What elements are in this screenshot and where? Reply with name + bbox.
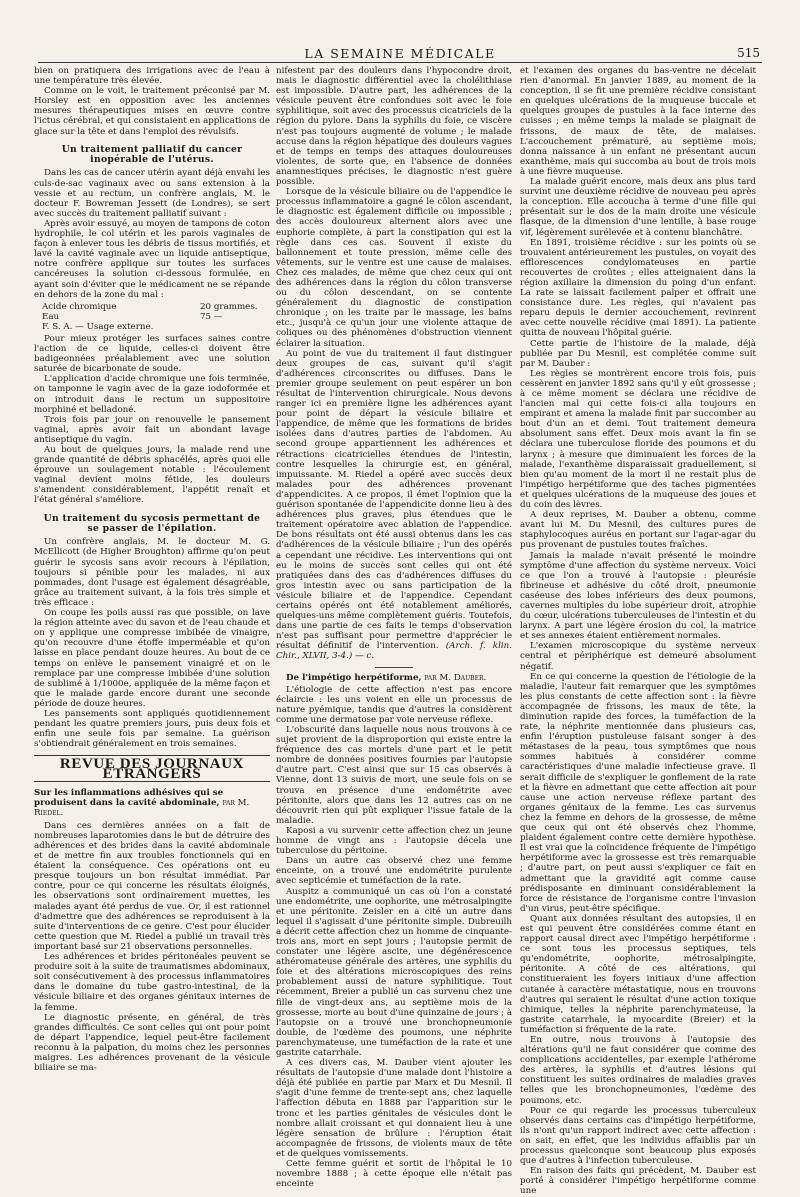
separator xyxy=(375,667,413,668)
paragraph: Auspitz a communiqué un cas où l'on a constaté une endométrite, une oophorite, une métrosalpingite et une péritonite. Zeisler en a cité un autre dans lequel il s'agissait d'une péritonite simple. Dubreuilh a décrit cette affection chez un homme de cinquante-trois ans, mort en sept jours ; l'autopsie permit de constater une légère ascite, une dégénérescence athéromateuse générale des artères, une syphilis du foie et des altérations microscopiques des reins probablement aussi de nature syphilitique. Tout récemment, Breier a publié un cas survenu chez une fille de vingt-deux ans, au septième mois de la grossesse, morte au bout d'une quinzaine de jours ; à l'autopsie on a trouvé une bronchopneumonie double, de l'œdème des poumons, une néphrite parenchymateuse, une tuméfaction de la rate et une gastrite catarrhale. xyxy=(276,886,512,1058)
paragraph: Quant aux données résultant des autopsies, il en est qui peuvent être considérées comme étant en rapport causal direct avec l'impétigo herpétiforme : ce sont tous les processus septiques, tels qu'endométrite, oophorite, métrosalpingite, péritonite. A côté de ces altérations, qui constitueraient les foyers initiaux d'une affection cutanée à caractère métastatique, nous en trouvons d'autres qui seraient le résultat d'une action toxique chimique, telles la néphrite parenchymateuse, la gastrite catarrhale, la myocardite (Breier) et la tuméfaction si fréquente de la rate. xyxy=(520,913,756,1035)
prescription-amount: 75 — xyxy=(200,311,223,322)
paragraph: A deux reprises, M. Dauber a obtenu, comme avant lui M. Du Mesnil, des cultures pures de staphylocoques auréus en portant sur l'agar-agar du pus provenant de pustules toutes fraîches. xyxy=(520,510,756,551)
paragraph: et l'examen des organes du bas-ventre ne décelait rien d'anormal. En janvier 1889, au moment de la conception, il se fit une première récidive consistant en quelques ulcérations de la muqueuse buccale et quelques groupes de pustules à la face interne des cuisses ; en même temps la malade se plaignait de frissons, de maux de tête, de malaises. L'accouchement prématuré, au septième mois, donna naissance à un enfant ne présentant aucun exanthème, mais qui succomba au bout de trois mois à une fièvre muqueuse. xyxy=(520,66,756,177)
column-middle xyxy=(276,66,512,1190)
paragraph: La malade guérit encore, mais deux ans plus tard survint une deuxième récidive de nouveau peu après la conception. Elle accoucha à terme d'une fille qui présentait sur le dos de la main droite une vésicule flasque, de la dimension d'une lentille, à base rouge vif, légèrement surélevée et à contenu blanchâtre. xyxy=(520,177,756,238)
paragraph: A ces divers cas, M. Dauber vient ajouter les résultats de l'autopsie d'une malade dont l'histoire a déjà été publiée en partie par Marx et Du Mesnil. Il s'agit d'une femme de trente-sept ans, chez laquelle l'affection débuta en 1888 par l'apparition sur le tronc et les parties génitales de vésicules dont le nombre allait croissant et qui donnaient lieu à une légère sensation de brûlure : l'éruption était accompagnée de frissons, de violents maux de tête et de quelques vomissements. xyxy=(276,1058,512,1159)
paragraph: Cette femme guérit et sortit de l'hôpital le 10 novembre 1888 ; à cette époque elle n'était pas enceinte xyxy=(276,1159,512,1190)
paragraph: Pour ce qui regarde les processus tuberculeux observés dans certains cas d'impétigo herpétiforme, ils n'ont qu'un rapport indirect avec cette affection : on sait, en effet, que les individus affaiblis par un processus quelconque sont beaucoup plus exposés que d'autres à l'infection tuberculeuse. xyxy=(520,1105,756,1167)
paragraph: bien on pratiquera des irrigations avec de l'eau à une température très élevée. xyxy=(34,66,270,87)
article-author: par M. Dauber. xyxy=(424,672,487,683)
article-title: Sur les inflammations adhésives qui se produisent dans la cavité abdominale, par M. Riedel. xyxy=(34,787,250,818)
article-author: par M. Riedel. xyxy=(34,797,250,818)
section-title-sycosis: Un traitement du sycosis permettant de se passer de l'épilation. xyxy=(43,512,261,534)
paragraph: Cette partie de l'histoire de la malade, déjà publiée par Du Mesnil, est complétée comme suit par M. Dauber : xyxy=(520,338,756,369)
paragraph: On coupe les poils aussi ras que possible, on lave la région atteinte avec du savon et de l'eau chaude et on y applique une compresse imbibée de vinaigre, qu'on recouvre d'une étoffe imperméable et qu'on laisse en place pendant douze heures. Au bout de ce temps on enlève le pansement vinaigré et on le remplace par une compresse imbibée d'une solution de sublimé à 1/1000e, appliquée de la même façon et que le malade garde encore durant une seconde période de douze heures. xyxy=(34,608,270,709)
paragraph: Les règles se montrèrent encore trois fois, puis cessèrent en janvier 1892 sans qu'il y eût grossesse ; à ce même moment se déclara une récidive de l'ancien mal qui cette fois-ci alla toujours en empirant et amena la malade finit par succomber au bout d'un an et demi. Tout traitement demeura absolument sans effet. Deux mois avant la fin se déclara une tuberculose floride des poumons et du larynx ; à mesure que diminuaient les forces de la malade, l'exanthème disparaissait graduellement, si bien qu'au moment de la mort il ne restait plus de l'impétigo herpétiforme que des taches pigmentées et quelques ulcérations de la muqueuse des joues et du coin des lèvres. xyxy=(520,368,756,511)
column-left xyxy=(34,66,270,1108)
prescription-ingredient: Acide chromique xyxy=(42,301,117,312)
prescription xyxy=(42,302,270,332)
page-number: 515 xyxy=(737,46,760,60)
paragraph: En 1891, troisième récidive : sur les points où se trouvaient antérieurement les pustules, on voyait des efflorescences condylomateuses en partie recouvertes de croûtes ; elles atteignaient dans la région axillaire la dimension du poing d'un enfant. La rate se laissait facilement palper et offrait une consistance dure. Les règles, qui n'avaient pas reparu depuis le dernier accouchement, revinrent avec cette nouvelle récidive (mai 1891). La patiente quitta de nouveau l'hôpital guérie. xyxy=(520,237,756,339)
prescription-line xyxy=(42,302,270,312)
section-heading-foreign-journals: REVUE DES JOURNAUX ÉTRANGERS xyxy=(34,755,270,781)
paragraph: nifestent par des douleurs dans l'hypocondre droit, mais le diagnostic différentiel avec la cholélithiase est impossible. D'autre part, les adhérences de la vésicule peuvent être confondues soit avec le foie syphilitique, soit avec des processus cicatriciels de la région du pylore. Dans la syphilis du foie, ce viscère n'est pas toujours augmenté de volume ; le malade accuse dans la région hépatique des douleurs vagues et de temps en temps des attaques douloureuses violentes, de sorte que, en l'absence de données anamnestiques précises, le diagnostic n'est guère possible. xyxy=(276,66,512,188)
paragraph: En raison des faits qui précèdent, M. Dauber est porté à considérer l'impétigo herpétiforme comme une xyxy=(520,1166,756,1197)
paragraph: Trois fois par jour on renouvelle le pansement vaginal, après avoir fait un abondant lavage antiseptique du vagin. xyxy=(34,414,270,445)
paragraph: L'étiologie de cette affection n'est pas encore éclaircie : les uns voient en elle un processus de nature pyémique, tandis que d'autres la considèrent comme une dermatose par voie nerveuse réflexe. xyxy=(276,684,512,725)
prescription-note: F. S. A. — Usage externe. xyxy=(42,321,154,332)
prescription-ingredient: Eau xyxy=(42,311,60,322)
paragraph: Au bout de quelques jours, la malade rend une grande quantité de débris sphacélés, après quoi elle éprouve un soulagement notable : l'écoulement vaginal devient moins fétide, les douleurs s'amendent considérablement, l'appétit renaît et l'état général s'améliore. xyxy=(34,445,270,506)
paragraph: Après avoir essuyé, au moyen de tampons de coton hydrophile, le col utérin et les parois vaginales de façon à enlever tous les débris de tissus mortifiés, et lavé la cavité vaginale avec un liquide antiseptique, notre confrère applique sur toutes les surfaces cancéreuses la solution ci-dessous formulée, en ayant soin d'éviter que le médicament ne se répande en dehors de la zone du mal : xyxy=(34,218,270,300)
paragraph: Lorsque de la vésicule biliaire ou de l'appendice le processus inflammatoire a gagné le côlon ascendant, le diagnostic est également difficile ou impossible ; des accès douloureux alternent alors avec une euphorie complète, à part la constipation qui est la règle dans ces cas. Souvent il existe du ballonnement et toute pression, même celle des vêtements, sur le ventre est une cause de malaises. Chez ces malades, de même que chez ceux qui ont des adhérences dans la région du côlon transverse ou du côlon descendant, on se contente généralement du diagnostic de constipation chronique ; on les traite par le massage, les bains etc., jusqu'à ce qu'un jour une violente attaque de coliques ou des phénomènes d'obstruction viennent éclairer la situation. xyxy=(276,187,512,349)
prescription-line xyxy=(42,312,270,322)
paragraph: Un confrère anglais, M. le docteur M. G. McEllicott (de Higher Broughton) affirme qu'on peut guérir le sycosis sans avoir recours à l'épilation, toujours si pénible pour les malades, ni aux pommades, dont l'usage est également désagréable, grâce au traitement suivant, à la fois très simple et très efficace : xyxy=(34,537,270,608)
paragraph: Kaposi a vu survenir cette affection chez un jeune homme de vingt ans : l'autopsie décela une tuberculose du péritoine. xyxy=(276,825,512,857)
paragraph: Les pansements sont appliqués quotidiennement pendant les quatre premiers jours, puis deux fois et enfin une seule fois par semaine. La guérison s'obtiendrait généralement en trois semaines. xyxy=(34,708,270,750)
article-title-impetigo: De l'impétigo herpétiforme, par M. Dauber. xyxy=(286,672,487,683)
paragraph: En outre, nous trouvons à l'autopsie des altérations qu'il ne faut considérer que comme des complications accidentelles, par exemple l'athérome des artères, la syphilis et d'autres lésions qui constituent les suites ordinaires de maladies graves telles que les bronchopneumonies, l'œdème des poumons, etc. xyxy=(520,1035,756,1106)
header-rule xyxy=(38,62,762,63)
paragraph: Au point de vue du traitement il faut distinguer deux groupes de cas, suivant qu'il s'agit d'adhérences circonscrites ou diffuses. Dans le premier groupe seulement on peut espérer un bon résultat de l'intervention chirurgicale. Nous devons ranger ici en première ligne les adhérences ayant pour point de départ la vésicule biliaire et l'appendice, de même que les formations de brides isolées dans d'autres parties de l'abdomen. Au second groupe appartiennent les adhérences et rétractions cicatricielles étendues de l'intestin, contre lesquelles la chirurgie est, en général, impuissante. M. Riedel a opéré avec succès deux malades pour des adhérences provenant d'appendicites. A ce propos, il émet l'opinion que la guérison spontanée de l'appendicite donne lieu à des adhérences plus graves, plus étendues que le traitement opératoire avec ablation de l'appendice. De bons résultats ont été aussi obtenus dans les cas d'adhérences de la vésicule biliaire ; l'un des opérés a cependant une récidive. Les interventions qui ont eu le moins de succès sont celles qui ont été pratiquées dans des cas d'adhérences diffuses du gros intestin avec ou sans participation de la vésicule biliaire et de l'appendice. Cependant certains opérés ont été notablement améliorés, quelques-uns même complètement guéris. Toutefois, dans une partie de ces faits le temps d'observation n'est pas suffisant pour permettre d'apprécier le résultat définitif de l'intervention. (Arch. f. klin. Chir., XLVII, 3-4.) — c. xyxy=(276,348,512,662)
paragraph: L'examen microscopique du système nerveux central et périphérique est demeuré absolument négatif. xyxy=(520,641,756,672)
citation: (Arch. f. klin. Chir., XLVII, 3-4.) — c. xyxy=(276,641,512,662)
paragraph: Jamais la malade n'avait présenté le moindre symptôme d'une affection du système nerveux. Voici ce que l'on a trouvé à l'autopsie : pleurésie fibrineuse et adhésive du côté droit, pneumonie caséeuse des lobes inférieurs des deux poumons, cavernes multiples du lobe supérieur droit, atrophie du cœur, ulcérations tuberculeuses de l'intestin et du larynx. A part une légère érosion du col, la matrice et ses annexes étaient entièrement normales. xyxy=(520,550,756,642)
section-title-uterine-cancer: Un traitement palliatif du cancer inopérable de l'utérus. xyxy=(61,143,243,166)
paragraph: L'obscurité dans laquelle nous nous trouvons à ce sujet provient de la disproportion qui existe entre la fréquence des cas mortels d'une part et le petit nombre de données positives fournies par l'autopsie d'autre part. C'est ainsi que sur 15 cas observés à Vienne, dont 13 suivis de mort, une seule fois on se trouva en présence d'une endométrite avec péritonite, alors que dans les 12 autres cas on ne découvrit rien qui pût expliquer l'issue fatale de la maladie. xyxy=(276,725,512,826)
prescription-amount: 20 grammes. xyxy=(200,301,258,312)
column-right xyxy=(520,66,756,1197)
paragraph: Le diagnostic présente, en général, de très grandes difficultés. Ce sont celles qui ont pour point de départ l'appendice, lequel peut-être facilement reconnu à la palpation, du moins chez les personnes maigres. Les adhérences provenant de la vésicule biliaire se ma- xyxy=(34,1012,270,1074)
paragraph: Dans ces dernières années on a fait de nombreuses laparotomies dans le but de détruire des adhérences et des brides dans la cavité abdominale et de mettre fin aux troubles fonctionnels qui en étaient la conséquence. Ces opérations ont eu presque toujours un bon résultat immédiat. Par contre, pour ce qui concerne les résultats éloignés, les observations sont ordinairement muettes, les malades ayant été perdus de vue. Or, il est rationnel d'admettre que des adhérences se reproduisent à la suite d'interventions de ce genre. C'est pour élucider cette question que M. Riedel a publié un travail très important basé sur 21 observations personnelles. xyxy=(34,820,270,952)
running-header-title: LA SEMAINE MÉDICALE xyxy=(304,46,496,61)
paragraph: Les adhérences et brides péritonéales peuvent se produire soit à la suite de traumatismes abdominaux, soit consécutivement à des processus inflammatoires dans le domaine du tube gastro-intestinal, de la vésicule biliaire et des organes génitaux internes de la femme. xyxy=(34,952,270,1013)
paragraph: Pour mieux protéger les surfaces saines contre l'action de ce liquide, celles-ci doivent être badigeonnées préalablement avec une solution saturée de bicarbonate de soude. xyxy=(34,333,270,375)
paragraph: Dans les cas de cancer utérin ayant déjà envahi les culs-de-sac vaginaux avec ou sans extension à la vessie et au rectum, un confrère anglais, M. le docteur F. Bowreman Jessett (de Londres), se sert avec succès du traitement palliatif suivant : xyxy=(34,168,270,219)
paragraph: Dans un autre cas observé chez une femme enceinte, on a trouvé une endométrite purulente avec septicémie et tuméfaction de la rate. xyxy=(276,856,512,887)
paragraph: Comme on le voit, le traitement préconisé par M. Horsley est en opposition avec les anciennes mesures thérapeutiques mises en œuvre contre l'ictus cérébral, et qui consistaient en applications de glace sur la tête et dans l'emploi des révulsifs. xyxy=(34,86,270,137)
paragraph: L'application d'acide chromique une fois terminée, on tamponne le vagin avec de la gaze iodoformée et on introduit dans le rectum un suppositoire morphiné et belladoné. xyxy=(34,374,270,415)
paragraph: En ce qui concerne la question de l'étiologie de la maladie, l'auteur fait remarquer que les symptômes les plus constants de cette affection sont : la fièvre accompagnée de frissons, les maux de tête, la diminution rapide des forces, la tuméfaction de la rate, la néphrite mentionnée dans plusieurs cas, enfin l'éruption pustuleuse faisant songer à des métastases de la peau, tous symptômes que nous sommes habitués à considérer comme caractéristiques d'une maladie infectieuse grave. Il serait difficile de s'expliquer le gonflement de la rate et la fièvre en admettant que cette affection ait pour cause une action nerveuse réflexe partant des organes génitaux de la femme. Les cas survenus chez la femme en dehors de la grossesse, de même que ceux qui ont été observés chez l'homme, plaident également contre cette dernière hypothèse. Il est vrai que la coïncidence fréquente de l'impétigo herpétiforme avec la grossesse est très remarquable ; d'autre part, on peut aussi s'expliquer ce fait en admettant que la gravidité agit comme cause prédisposante en diminuant considérablement la force de résistance de l'organisme contre l'invasion d'un virus, peut-être spécifique. xyxy=(520,671,756,914)
